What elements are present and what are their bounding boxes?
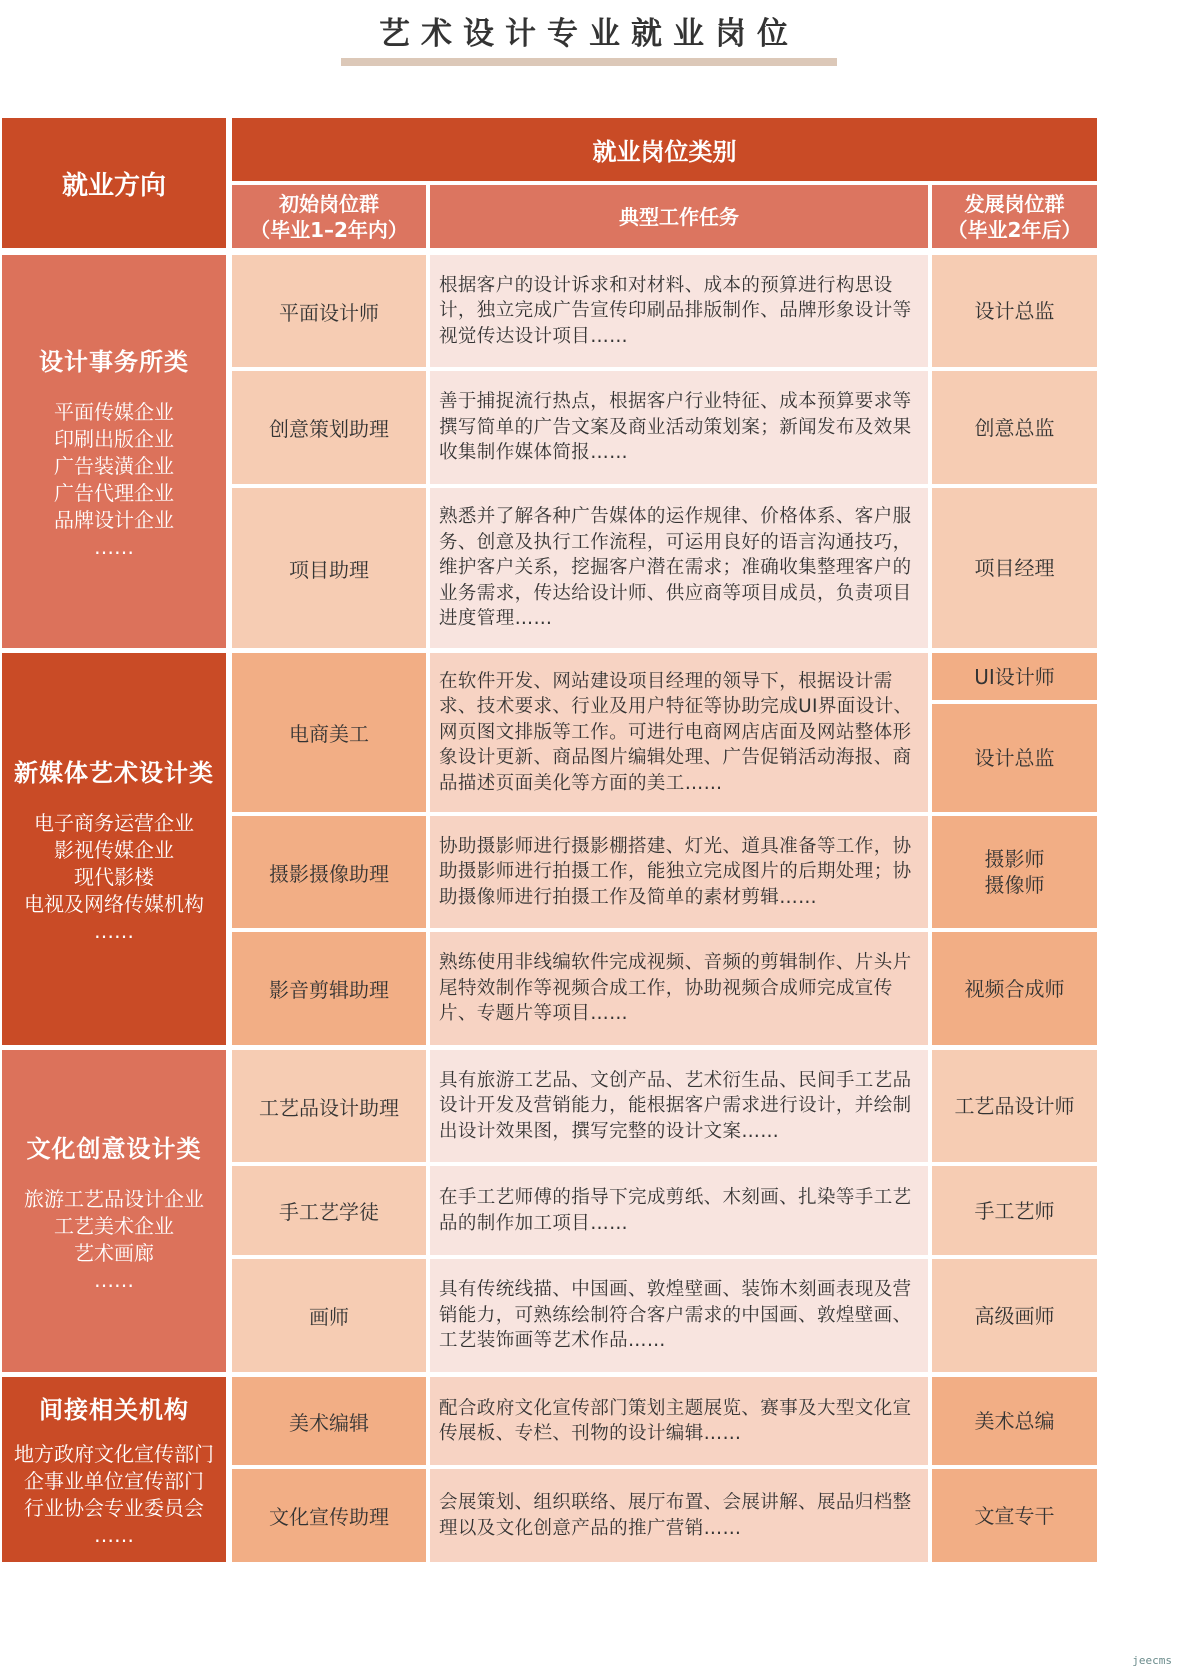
development-position-line: 手工艺师 bbox=[974, 1198, 1055, 1223]
typical-task bbox=[430, 1166, 928, 1255]
enterprise-item: …… bbox=[94, 1267, 134, 1292]
initial-position: 创意策划助理 bbox=[232, 371, 426, 484]
direction-enterprise-list bbox=[24, 810, 204, 945]
development-position-line: 摄像师 bbox=[984, 873, 1045, 897]
development-position-line: 美术总编 bbox=[974, 1409, 1055, 1433]
enterprise-item: 行业协会专业委员会 bbox=[24, 1496, 204, 1520]
header-category: 就业岗位类别 bbox=[232, 118, 1097, 181]
initial-position: 工艺品设计助理 bbox=[232, 1050, 426, 1162]
typical-task-text: 在手工艺师傅的指导下完成剪纸、木刻画、扎染等手工艺品的制作加工项目…… bbox=[439, 1187, 912, 1234]
enterprise-item: 企事业单位宣传部门 bbox=[24, 1469, 204, 1493]
development-position bbox=[932, 371, 1097, 484]
development-position-line: 设计总监 bbox=[974, 299, 1055, 323]
development-position bbox=[932, 816, 1097, 928]
typical-task-text: 熟练使用非线编软件完成视频、音频的剪辑制作、片头片尾特效制作等视频合成工作，协助视频合成师完成宣传片、专题片等项目…… bbox=[439, 952, 912, 1025]
development-position-line: 摄影师 bbox=[984, 847, 1045, 871]
typical-task bbox=[430, 1377, 928, 1465]
initial-position: 手工艺学徒 bbox=[232, 1166, 426, 1255]
development-position-line: 工艺品设计师 bbox=[954, 1094, 1075, 1118]
development-position bbox=[932, 1377, 1097, 1465]
enterprise-item: 影视传媒企业 bbox=[54, 838, 174, 862]
page-title: 艺术设计专业就业岗位 bbox=[379, 16, 799, 52]
direction-4 bbox=[2, 1377, 226, 1562]
enterprise-item: 电子商务运营企业 bbox=[34, 811, 194, 835]
initial-position: 电商美工 bbox=[232, 653, 426, 812]
direction-2 bbox=[2, 653, 226, 1045]
development-position-line: 高级画师 bbox=[974, 1303, 1055, 1328]
direction-3 bbox=[2, 1050, 226, 1372]
direction-name: 文化创意设计类 bbox=[26, 1134, 202, 1163]
enterprise-item: 电视及网络传媒机构 bbox=[24, 892, 204, 916]
enterprise-item: 艺术画廊 bbox=[74, 1240, 154, 1265]
enterprise-item: …… bbox=[94, 919, 134, 943]
initial-position: 项目助理 bbox=[232, 488, 426, 648]
development-position-line: 创意总监 bbox=[974, 415, 1055, 440]
typical-task bbox=[430, 488, 928, 648]
header-initial-line: （毕业1–2年内） bbox=[250, 217, 408, 242]
typical-task bbox=[430, 255, 928, 367]
enterprise-item: 工艺美术企业 bbox=[54, 1213, 174, 1238]
watermark: jeecms bbox=[1132, 1654, 1172, 1667]
typical-task-text: 善于捕捉流行热点，根据客户行业特征、成本预算要求等撰写简单的广告文案及商业活动策划案；新闻发布及效果收集制作媒体简报…… bbox=[439, 391, 912, 464]
header-direction: 就业方向 bbox=[2, 118, 226, 248]
header-development-line: 发展岗位群 bbox=[964, 191, 1065, 216]
typical-task bbox=[430, 653, 928, 812]
header-development-line: （毕业2年后） bbox=[947, 217, 1082, 242]
typical-task-text: 根据客户的设计诉求和对材料、成本的预算进行构思设计，独立完成广告宣传印刷品排版制作、品牌形象设计等视觉传达设计项目…… bbox=[439, 274, 912, 347]
development-position bbox=[932, 488, 1097, 648]
initial-position: 画师 bbox=[232, 1259, 426, 1372]
enterprise-item: 品牌设计企业 bbox=[54, 508, 174, 532]
typical-task bbox=[430, 1469, 928, 1562]
direction-name: 间接相关机构 bbox=[39, 1396, 189, 1424]
direction-name: 设计事务所类 bbox=[39, 348, 189, 376]
direction-enterprise-list bbox=[14, 1441, 214, 1549]
enterprise-item: 旅游工艺品设计企业 bbox=[24, 1186, 204, 1211]
header-typical-tasks: 典型工作任务 bbox=[430, 185, 928, 248]
direction-enterprise-list bbox=[54, 399, 174, 561]
typical-task bbox=[430, 371, 928, 484]
enterprise-item: 广告装潢企业 bbox=[54, 454, 174, 478]
enterprise-item: …… bbox=[94, 535, 134, 559]
development-position-line: 文宣专干 bbox=[974, 1503, 1055, 1528]
title-underline bbox=[341, 58, 837, 66]
header-initial-positions bbox=[232, 185, 426, 248]
development-position-line: 视频合成师 bbox=[964, 976, 1065, 1001]
enterprise-item: 印刷出版企业 bbox=[54, 427, 174, 451]
enterprise-item: 地方政府文化宣传部门 bbox=[14, 1442, 214, 1466]
enterprise-item: …… bbox=[94, 1523, 134, 1547]
typical-task bbox=[430, 1259, 928, 1372]
header-initial-line: 初始岗位群 bbox=[279, 191, 379, 216]
typical-task bbox=[430, 816, 928, 928]
initial-position: 影音剪辑助理 bbox=[232, 932, 426, 1045]
direction-enterprise-list bbox=[24, 1186, 204, 1294]
initial-position: 摄影摄像助理 bbox=[232, 816, 426, 928]
initial-position: 文化宣传助理 bbox=[232, 1469, 426, 1562]
typical-task-text: 配合政府文化宣传部门策划主题展览、赛事及大型文化宣传展板、专栏、刊物的设计编辑…… bbox=[439, 1397, 912, 1444]
typical-task bbox=[430, 932, 928, 1045]
direction-name: 新媒体艺术设计类 bbox=[14, 759, 214, 787]
typical-task-text: 会展策划、组织联络、展厅布置、会展讲解、展品归档整理以及文化创意产品的推广营销…… bbox=[439, 1492, 912, 1539]
enterprise-item: 现代影楼 bbox=[74, 865, 154, 889]
enterprise-item: 广告代理企业 bbox=[54, 481, 174, 505]
initial-position: 美术编辑 bbox=[232, 1377, 426, 1465]
development-position bbox=[932, 1166, 1097, 1255]
development-position bbox=[932, 932, 1097, 1045]
direction-1 bbox=[2, 255, 226, 648]
typical-task-text: 熟悉并了解各种广告媒体的运作规律、价格体系、客户服务、创意及执行工作流程，可运用良好的语言沟通技巧，维护客户关系，挖掘客户潜在需求；准确收集整理客户的业务需求，传达给设计师、供应商等项目成员，负责项目进度管理…… bbox=[439, 506, 912, 630]
development-position bbox=[932, 1469, 1097, 1562]
development-position-line: 项目经理 bbox=[974, 556, 1055, 580]
typical-task-text: 具有传统线描、中国画、敦煌壁画、装饰木刻画表现及营销能力，可熟练绘制符合客户需求的中国画、敦煌壁画、工艺装饰画等艺术作品…… bbox=[439, 1279, 912, 1352]
development-position bbox=[932, 255, 1097, 367]
development-position: 设计总监 bbox=[932, 704, 1097, 812]
typical-task-text: 协助摄影师进行摄影棚搭建、灯光、道具准备等工作，协助摄影师进行拍摄工作，能独立完成图片的后期处理；协助摄像师进行拍摄工作及简单的素材剪辑…… bbox=[439, 835, 912, 908]
development-position bbox=[932, 1259, 1097, 1372]
header-development-positions bbox=[932, 185, 1097, 248]
typical-task-text: 在软件开发、网站建设项目经理的领导下，根据设计需求、技术要求、行业及用户特征等协助完成UI界面设计、网页图文排版等工作。可进行电商网店店面及网站整体形象设计更新、商品图片编辑处理、广告促销活动海报、商品描述页面美化等方面的美工…… bbox=[439, 670, 913, 794]
typical-task bbox=[430, 1050, 928, 1162]
enterprise-item: 平面传媒企业 bbox=[54, 400, 174, 424]
development-position: UI设计师 bbox=[932, 653, 1097, 700]
development-position bbox=[932, 1050, 1097, 1162]
typical-task-text: 具有旅游工艺品、文创产品、艺术衍生品、民间手工艺品设计开发及营销能力，能根据客户需求进行设计，并绘制出设计效果图，撰写完整的设计文案…… bbox=[439, 1069, 912, 1142]
initial-position: 平面设计师 bbox=[232, 255, 426, 367]
